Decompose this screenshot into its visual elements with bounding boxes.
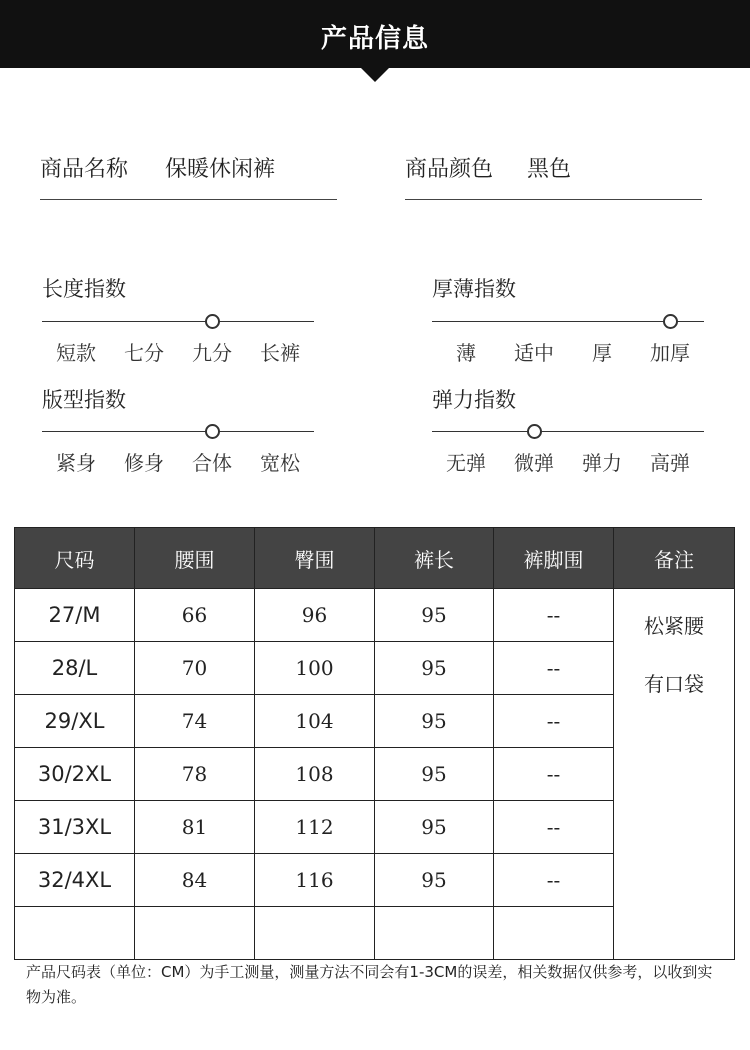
table-cell: 95	[375, 854, 494, 907]
page-title: 产品信息	[320, 24, 429, 54]
table-cell: 29/XL	[15, 695, 135, 748]
header-size: 尺码	[15, 528, 135, 589]
banner-notch	[361, 68, 389, 82]
table-cell: --	[494, 589, 614, 642]
length-scale-marker	[205, 314, 220, 329]
table-cell: --	[494, 748, 614, 801]
table-cell: 95	[375, 748, 494, 801]
thickness-scale-marker	[663, 314, 678, 329]
table-cell: 95	[375, 589, 494, 642]
table-cell: 108	[255, 748, 375, 801]
length-scale-option: 九分	[192, 341, 232, 365]
note-item: 松紧腰	[644, 614, 704, 638]
table-cell	[255, 907, 375, 960]
note-item: 有口袋	[644, 672, 704, 696]
table-cell	[375, 907, 494, 960]
table-cell: 112	[255, 801, 375, 854]
fit-scale-title: 版型指数	[42, 388, 126, 412]
thickness-scale-option: 加厚	[650, 341, 690, 365]
elasticity-scale-option: 微弹	[514, 451, 554, 475]
table-cell: 30/2XL	[15, 748, 135, 801]
length-scale-option: 短款	[56, 341, 96, 365]
table-cell: 70	[135, 642, 255, 695]
fit-scale-marker	[205, 424, 220, 439]
table-cell: 27/M	[15, 589, 135, 642]
table-cell: --	[494, 642, 614, 695]
elasticity-scale-option: 高弹	[650, 451, 690, 475]
table-cell: --	[494, 854, 614, 907]
thickness-scale-option: 薄	[456, 341, 476, 365]
elasticity-scale-track	[432, 431, 704, 432]
header-length: 裤长	[375, 528, 494, 589]
table-cell: 104	[255, 695, 375, 748]
elasticity-scale-title: 弹力指数	[432, 388, 516, 412]
elasticity-scale-marker	[527, 424, 542, 439]
product-color-label: 商品颜色	[405, 157, 494, 182]
fit-scale-option: 紧身	[56, 451, 96, 475]
table-cell: --	[494, 695, 614, 748]
table-cell	[135, 907, 255, 960]
table-row	[15, 589, 735, 642]
table-cell: 116	[255, 854, 375, 907]
table-cell: 66	[135, 589, 255, 642]
thickness-scale-option: 厚	[592, 341, 612, 365]
fit-scale-option: 修身	[124, 451, 164, 475]
length-scale-track	[42, 321, 314, 322]
size-table	[14, 527, 735, 960]
product-color-underline	[405, 199, 702, 200]
measurement-footnote: 产品尺码表（单位：CM）为手工测量，测量方法不同会有1-3CM的误差，相关数据仅供参考，以收到实物为准。	[26, 963, 713, 1006]
table-cell: 95	[375, 642, 494, 695]
fit-scale-track	[42, 431, 314, 432]
table-cell	[15, 907, 135, 960]
product-color-value: 黑色	[527, 157, 572, 182]
header-waist: 腰围	[135, 528, 255, 589]
table-cell: 81	[135, 801, 255, 854]
table-cell: 31/3XL	[15, 801, 135, 854]
length-scale-option: 七分	[124, 341, 164, 365]
fit-scale-option: 合体	[192, 451, 232, 475]
length-scale-title: 长度指数	[42, 277, 126, 301]
table-cell: 28/L	[15, 642, 135, 695]
table-cell: 100	[255, 642, 375, 695]
notes-cell	[614, 589, 735, 960]
elasticity-scale-option: 无弹	[446, 451, 486, 475]
header-notes: 备注	[614, 528, 735, 589]
header-leg-opening: 裤脚围	[494, 528, 614, 589]
length-scale-option: 长裤	[260, 341, 300, 365]
table-cell: --	[494, 801, 614, 854]
product-name-label: 商品名称	[40, 157, 129, 182]
product-name-value: 保暖休闲裤	[165, 157, 276, 182]
table-cell	[494, 907, 614, 960]
fit-scale-option: 宽松	[260, 451, 300, 475]
header-hip: 臀围	[255, 528, 375, 589]
table-cell: 32/4XL	[15, 854, 135, 907]
size-table-header-row	[15, 528, 735, 589]
table-cell: 78	[135, 748, 255, 801]
thickness-scale-title: 厚薄指数	[432, 277, 516, 301]
product-name-underline	[40, 199, 337, 200]
table-cell: 95	[375, 695, 494, 748]
table-cell: 84	[135, 854, 255, 907]
table-cell: 74	[135, 695, 255, 748]
elasticity-scale-option: 弹力	[582, 451, 622, 475]
table-cell: 95	[375, 801, 494, 854]
thickness-scale-option: 适中	[514, 341, 554, 365]
table-cell: 96	[255, 589, 375, 642]
